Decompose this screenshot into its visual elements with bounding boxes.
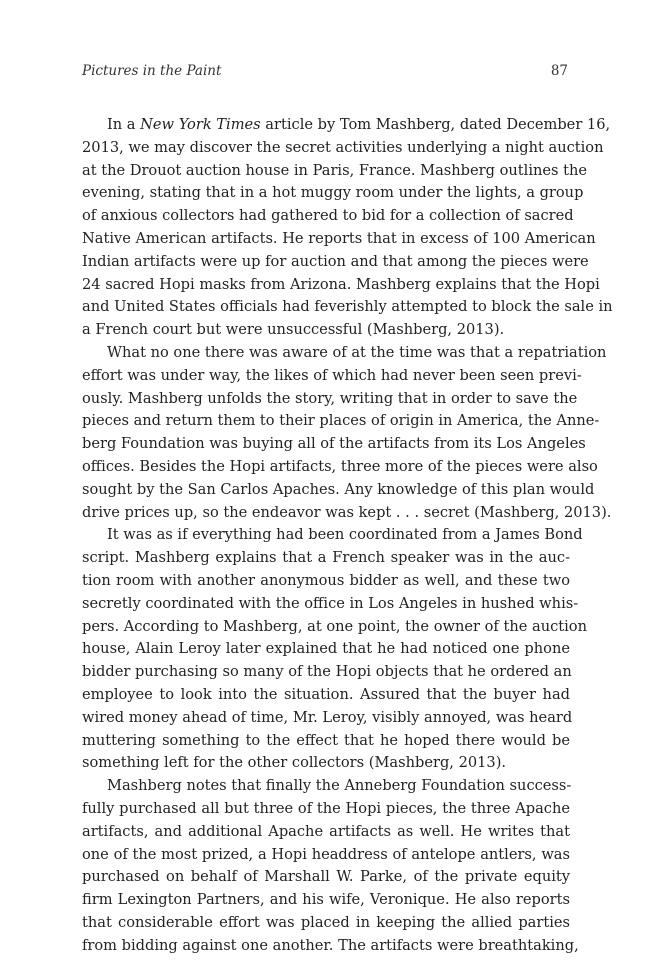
text-line <box>82 524 583 547</box>
text-segment: pers. According to Mashberg, at one point, the owner of the auction <box>82 617 587 635</box>
text-line <box>82 547 570 570</box>
text-line <box>82 274 600 297</box>
text-segment: artifacts, and additional Apache artifacts as well. He writes that <box>82 822 570 840</box>
text-line <box>82 137 604 160</box>
text-segment: What no one there was aware of at the time was that a repatriation <box>107 343 607 361</box>
text-line <box>82 433 586 456</box>
text-line <box>82 821 570 844</box>
text-segment: of anxious collectors had gathered to bid for a collection of sacred <box>82 207 574 225</box>
text-segment: one of the most prized, a Hopi headdress of antelope antlers, was <box>82 845 570 863</box>
text-segment: script. Mashberg explains that a French speaker was in the auc- <box>82 549 570 567</box>
text-line <box>82 456 598 479</box>
text-segment: 24 sacred Hopi masks from Arizona. Mashberg explains that the Hopi <box>82 275 600 293</box>
text-line <box>82 342 607 365</box>
text-segment: 2013, we may discover the secret activities underlying a night auction <box>82 138 604 156</box>
body-text <box>82 114 613 957</box>
text-line <box>82 251 589 274</box>
text-segment: wired money ahead of time, Mr. Leroy, visibly annoyed, was heard <box>82 708 573 726</box>
text-segment: Native American artifacts. He reports that in excess of 100 American <box>82 229 596 247</box>
text-segment: offices. Besides the Hopi artifacts, three more of the pieces were also <box>82 457 598 475</box>
text-line <box>82 160 588 183</box>
text-segment: tion room with another anonymous bidder as well, and these two <box>82 571 570 589</box>
paragraph <box>82 524 587 775</box>
text-line <box>82 661 570 684</box>
text-segment: bidder purchasing so many of the Hopi objects that he ordered an <box>82 663 572 681</box>
text-line <box>82 319 570 342</box>
text-line <box>82 410 600 433</box>
text-segment: at the Drouot auction house in Paris, France. Mashberg outlines the <box>82 161 588 179</box>
text-segment: that considerable effort was placed in keeping the allied parties <box>82 913 570 931</box>
italic-title: New York Times <box>140 116 261 133</box>
running-title: Pictures in the Paint <box>82 63 222 79</box>
text-line <box>82 228 596 251</box>
text-segment: from bidding against one another. The artifacts were breathtaking, <box>82 936 579 954</box>
text-line <box>82 479 595 502</box>
text-line <box>82 593 579 616</box>
paragraph <box>82 775 579 957</box>
text-segment: effort was under way, the likes of which had never been seen previ- <box>82 366 582 384</box>
text-line <box>82 889 570 912</box>
text-segment: Indian artifacts were up for auction and that among the pieces were <box>82 252 589 270</box>
text-segment: Mashberg notes that finally the Anneberg Foundation success- <box>107 777 572 795</box>
text-segment: berg Foundation was buying all of the artifacts from its Los Angeles <box>82 435 586 453</box>
text-segment: In a <box>107 116 141 133</box>
text-segment: purchased on behalf of Marshall W. Parke, of the private equity <box>82 868 570 886</box>
paragraph <box>82 342 612 524</box>
text-line <box>82 570 570 593</box>
text-line <box>82 707 573 730</box>
text-line <box>82 730 570 753</box>
text-segment: It was as if everything had been coordinated from a James Bond <box>107 526 583 544</box>
text-line <box>82 866 570 889</box>
text-segment: and United States officials had feverishly attempted to block the sale in <box>82 298 613 316</box>
text-segment: employee to look into the situation. Assured that the buyer had <box>82 685 570 703</box>
text-segment: fully purchased all but three of the Hopi pieces, the three Apache <box>82 799 570 817</box>
text-line <box>82 844 570 867</box>
page-number: 87 <box>550 63 568 79</box>
text-segment: pieces and return them to their places of origin in America, the Anne- <box>82 412 600 430</box>
text-segment: muttering something to the effect that he hoped there would be <box>82 731 570 749</box>
text-line <box>82 114 611 137</box>
text-line <box>82 296 613 319</box>
text-segment: firm Lexington Partners, and his wife, Veronique. He also reports <box>82 891 570 909</box>
text-line <box>82 752 570 775</box>
text-line <box>82 775 570 798</box>
text-line <box>82 638 570 661</box>
text-line <box>82 684 570 707</box>
text-segment: ously. Mashberg unfolds the story, writing that in order to save the <box>82 389 578 407</box>
text-segment: sought by the San Carlos Apaches. Any knowledge of this plan would <box>82 480 595 498</box>
text-line <box>82 182 584 205</box>
text-line <box>82 365 582 388</box>
text-segment: drive prices up, so the endeavor was kept . . . secret (Mashberg, 2013). <box>82 503 612 521</box>
text-segment: house, Alain Leroy later explained that he had noticed one phone <box>82 640 570 658</box>
text-line <box>82 388 578 411</box>
paragraph <box>82 114 613 342</box>
text-segment: evening, stating that in a hot muggy room under the lights, a group <box>82 184 584 202</box>
running-header <box>82 63 568 83</box>
text-line <box>82 935 579 958</box>
text-line <box>82 502 612 525</box>
text-segment: something left for the other collectors (Mashberg, 2013). <box>82 754 507 772</box>
text-segment: secretly coordinated with the office in Los Angeles in hushed whis- <box>82 594 579 612</box>
text-line <box>82 205 574 228</box>
text-line <box>82 912 570 935</box>
text-line <box>82 616 587 639</box>
text-line <box>82 798 570 821</box>
text-segment: a French court but were unsuccessful (Mashberg, 2013). <box>82 321 505 339</box>
text-segment: article by Tom Mashberg, dated December 16, <box>260 116 611 133</box>
